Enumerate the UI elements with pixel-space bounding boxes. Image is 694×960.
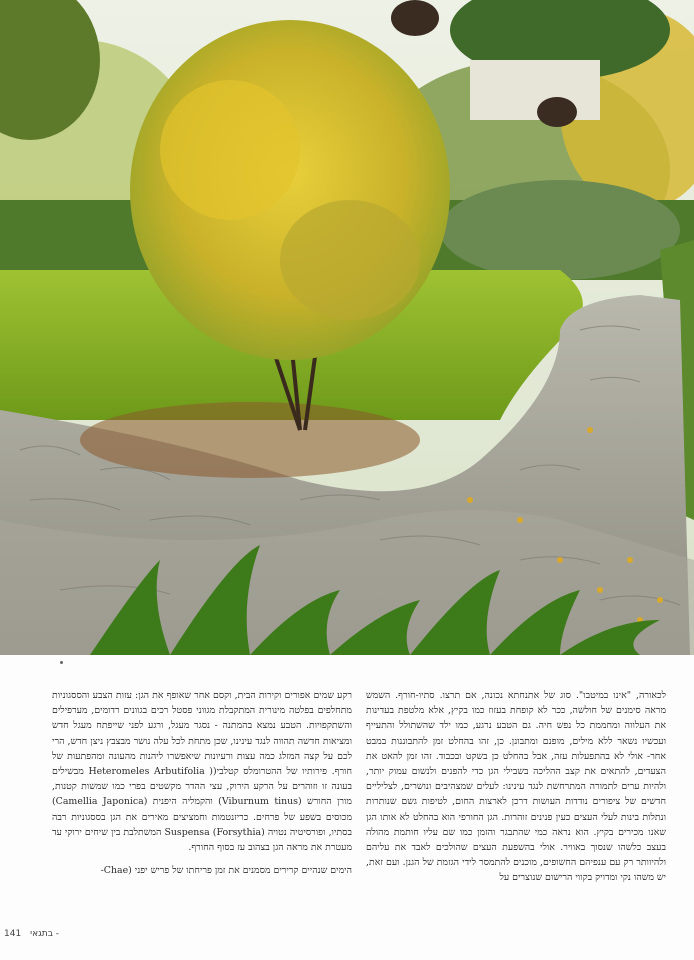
- page-number: 141: [4, 929, 22, 939]
- magazine-name: בתגאי: [30, 929, 53, 939]
- article-paragraph: רקע שמים אפורים וקירות הבית, וקסם אחר שאופף את הגן: עזות הצבע והססגוניות מתחלפים בפלטה מינורית המתקבלת מגווני פסטל רכים בגוונים רדומים, מערפילים והשתקפויות. הטבע נמצא בהמתנה - נסגר מעגל, ורגע לפני שייפתח מעגל חדש ומציאות חדשה תהווה לנגד עינינו, שכן מתחת לכל עלה נושר מבצבץ ניצן חדש, הרי לכם על קצה המזלג כמה עצות ורעיונות שיאפשרו ליהנות מהעונה ומהפתעות של חורף. פירותיו של ההטרומלס קטלבי(( Heteromeles Arbutifolia מבשילים בעונה זו וזוהרים על הרקע הירוק, עצי ההדר מקשטים בפרי כמו שמשות קטנות, מורן החורש (Viburnum tinus) והקמליה היפנית (Camellia Japonica) מכוסים בשפע של פרחים. כריזנטמות וחמציצים מאירים את הגן בססגוניות רבה בסתיו, ופורסיטיה נטויה (Forsythia) Suspensa המשתלבת בין שיחים ירוקי עד מעטרת את מראה הגן בצהוב עז בסוף החורף.: [52, 690, 353, 854]
- article-column-left: [52, 688, 352, 878]
- article-text-area: [0, 655, 694, 960]
- footer-separator: -: [55, 929, 60, 939]
- page-footer: [4, 929, 59, 939]
- article-column-right: [366, 688, 666, 886]
- article-paragraph: לכאורה, "אינו במיטבו". סוג של אתנחתא נכונה, אם תרצו. סתיו-חורף. השמש מראה סימנים של חולשה, ככר לא קופחת בעזוז כמו בקיץ, אלא מלטפת בעדינות את העלווה ומחממת כל נפש חיה. גם הטבע נרגע, כמו ילד שהשתולל והתעייף ועכשיו נשאר ללא מילים, מופנם ומתבונן. כן, זהו בהחלט זמן להתבוננות במבט אחר- אולי לא בהתפעלות עזה, אבל בהחלט כן בשקט ובכבוד. זהו זמן להאט את הצעדים, להתאים את קצב ההליכה בשבילי הגן כדי להפנים ולנשום עמוק יותר, ולהיות ערים לתמורה המתרחשת לנגד עינינו: לעלים שמצהיבים ונושרים, לצליליים חדשים של ציפורים נודדות העושות דרכן לארצות החום, לטיפות גשם שנותרות ונתלות בינות לעלי העצים כעין פנינים זוהרות. הגן החורפי הוא בהחלט לא אותו הגן שאנו מכירים בקיץ. הוא נראה כמי שהתבגר והזמן כמו שם עליו חותמת מהולה בעצב כלשהו שנסוך באוויר. אולי בהשפעת העצים שהולכים לאבד את עליהם ולהיוותר רק עם ענפיהם החשופים, מוכנים להתמסר לידי הגזמת של הגנן. ועם זאת, יש משהו נקי ומדויק בקווי הרישום שנוצרים על: [366, 690, 666, 884]
- bullet-dot: [60, 661, 63, 664]
- article-paragraph-continued: הימים שנהיים קרירים מסמנים את זמן פריחתו של פריש יפני (Chae-: [100, 865, 352, 877]
